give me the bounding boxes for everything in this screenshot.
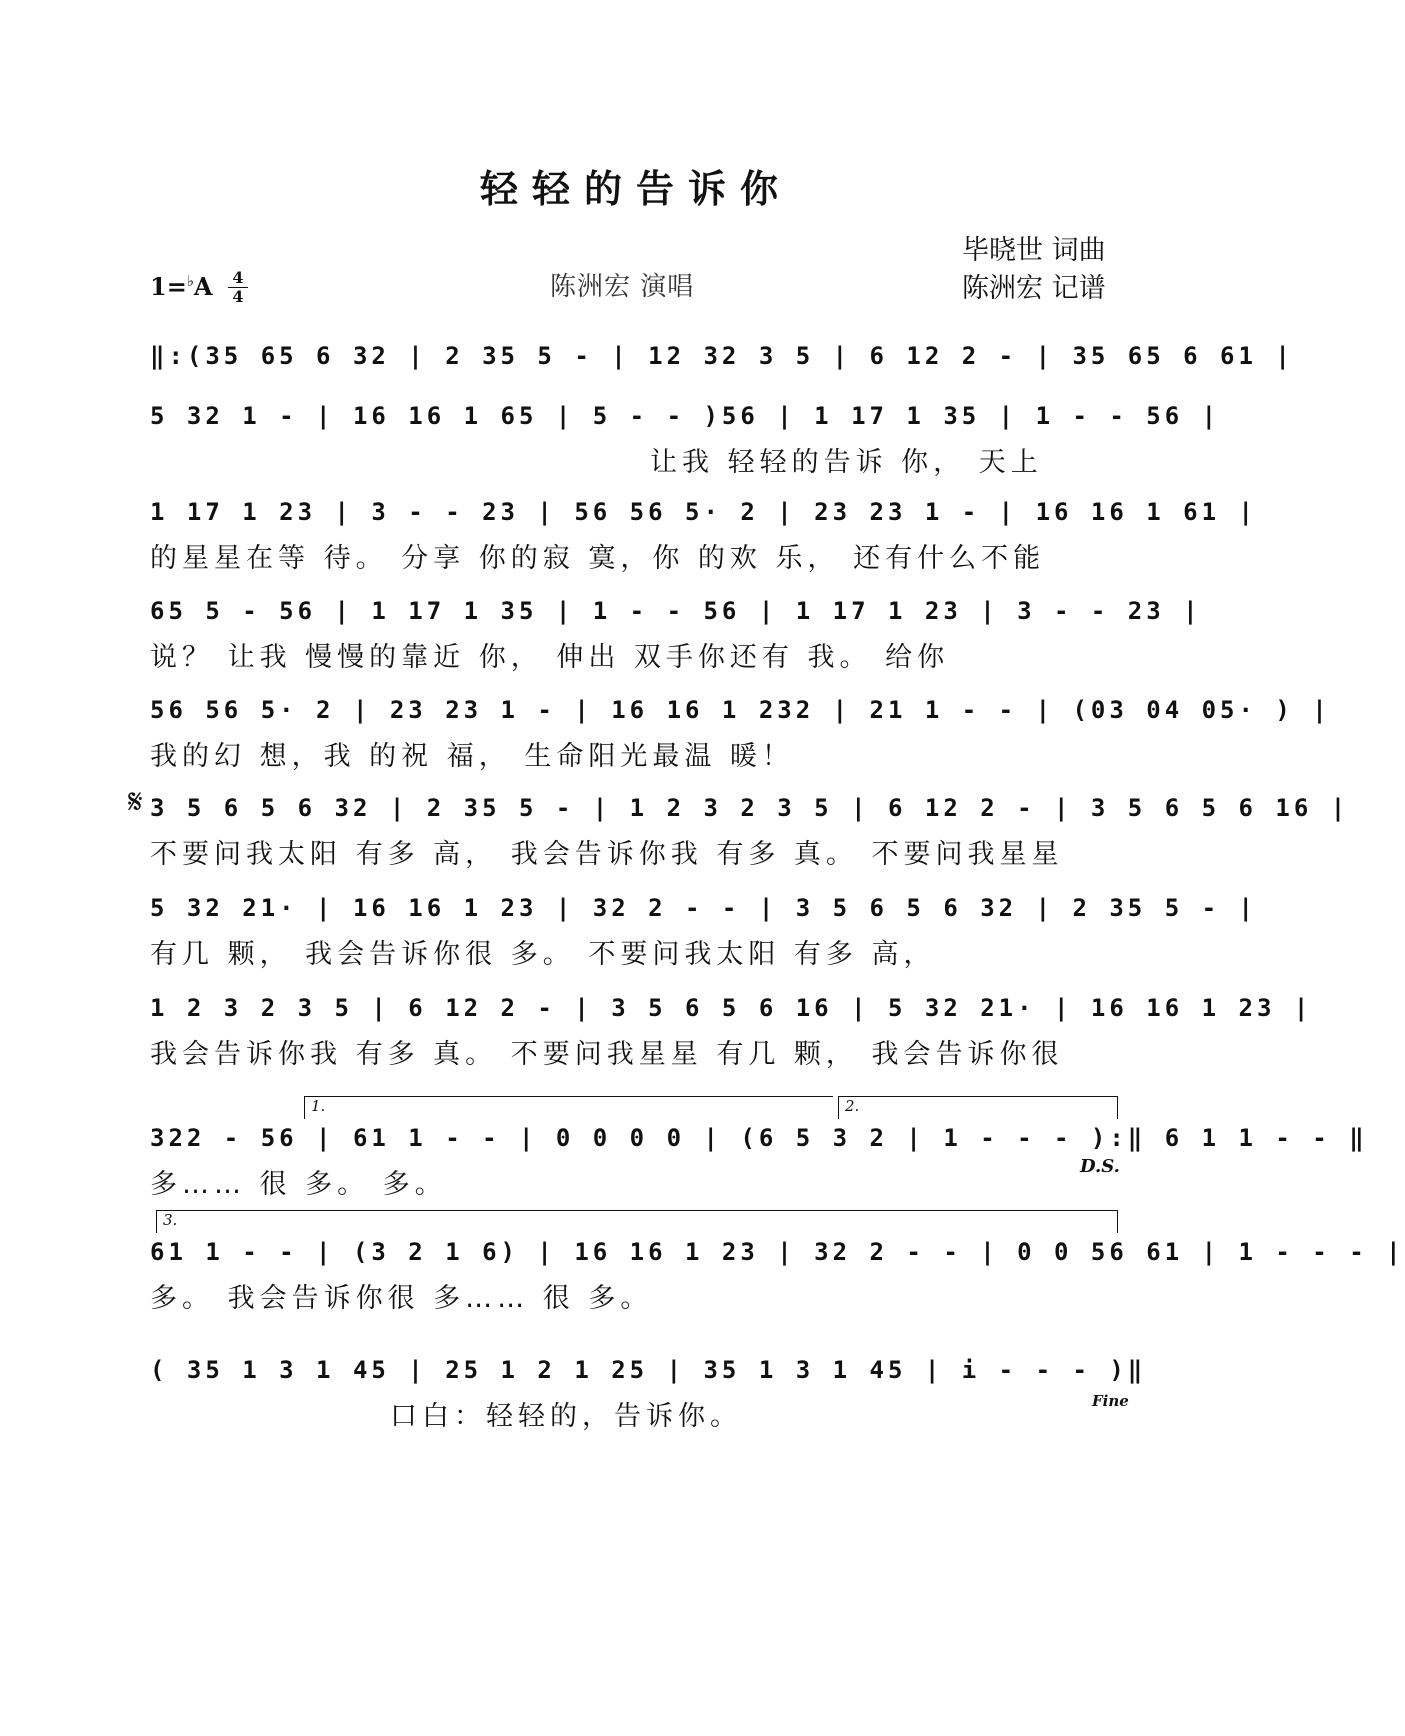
notation-row: 5 32 21· | 16 16 1 23 | 32 2 - - | 3 5 6 5 6 32 | 2 35 5 - | xyxy=(150,894,1257,922)
transcriber-credit: 陈洲宏 记谱 xyxy=(962,273,1106,304)
score-system xyxy=(150,794,1350,874)
lyrics-row: 让我 轻轻的告诉 你， 天上 xyxy=(650,447,1043,478)
score-system xyxy=(150,402,1221,482)
lyrics-row: 不要问我太阳 有多 高， 我会告诉你我 有多 真。 不要问我星星 xyxy=(150,839,1064,870)
notation-row: 65 5 - 56 | 1 17 1 35 | 1 - - 56 | 1 17 1 23 | 3 - - 23 | xyxy=(150,597,1202,625)
notation-row: 61 1 - - | (3 2 1 6) | 16 16 1 23 | 32 2 - - | 0 0 56 61 | 1 - - - | xyxy=(150,1238,1405,1266)
flat-symbol: ♭ xyxy=(186,272,194,290)
lyrics-row: 多…… 很 多。 多。 xyxy=(150,1169,447,1200)
notation-row: 3 5 6 5 6 32 | 2 35 5 - | 1 2 3 2 3 5 | 6 12 2 - | 3 5 6 5 6 16 | xyxy=(150,794,1350,822)
time-signature xyxy=(228,270,248,305)
score-system xyxy=(150,894,1257,974)
notation-row: 1 2 3 2 3 5 | 6 12 2 - | 3 5 6 5 6 16 | 5 32 21· | 16 16 1 23 | xyxy=(150,994,1313,1022)
notation-row: 5 32 1 - | 16 16 1 65 | 5 - - )56 | 1 17 1 35 | 1 - - 56 | xyxy=(150,402,1221,430)
score-system xyxy=(150,498,1257,578)
time-numerator: 4 xyxy=(232,268,244,287)
lyrics-row: 的星星在等 待。 分享 你的寂 寞，你 的欢 乐， 还有什么不能 xyxy=(150,543,1046,574)
notation-row: 322 - 56 | 61 1 - - | 0 0 0 0 | (6 5 3 2 | 1 - - - ):‖ 6 1 1 - - ‖ xyxy=(150,1124,1368,1152)
score-system xyxy=(150,597,1202,677)
score-system xyxy=(150,994,1313,1074)
performer-credit: 陈洲宏 演唱 xyxy=(550,272,695,302)
lyrics-row: 口白：轻轻的，告诉你。 xyxy=(390,1401,742,1432)
song-title: 轻轻的告诉你 xyxy=(479,167,792,211)
notation-row: 56 56 5· 2 | 23 23 1 - | 16 16 1 232 | 21 1 - - | (03 04 05· ) | xyxy=(150,696,1331,724)
key-letter: A xyxy=(193,272,213,301)
notation-row: ‖:(35 65 6 32 | 2 35 5 - | 12 32 3 5 | 6 12 2 - | 35 65 6 61 | xyxy=(150,342,1294,370)
lyrics-row: 说？ 让我 慢慢的靠近 你， 伸出 双手你还有 我。 给你 xyxy=(150,642,950,673)
lyrics-row: 有几 颗， 我会告诉你很 多。 不要问我太阳 有多 高， xyxy=(150,939,936,970)
key-signature xyxy=(150,272,213,301)
fine-mark: Fine xyxy=(1092,1392,1129,1410)
lyrics-row: 我会告诉你我 有多 真。 不要问我星星 有几 颗， 我会告诉你很 xyxy=(150,1039,1064,1070)
lyrics-row: 多。 我会告诉你很 多…… 很 多。 xyxy=(150,1283,653,1314)
dal-segno-mark: D.S. xyxy=(1080,1156,1120,1177)
score-system xyxy=(150,1124,1368,1204)
notation-row: ( 35 1 3 1 45 | 25 1 2 1 25 | 35 1 3 1 45 | i - - - )‖ xyxy=(150,1356,1147,1384)
second-ending-bracket xyxy=(838,1096,1118,1119)
volta-3-label: 3. xyxy=(163,1211,178,1229)
time-denominator: 4 xyxy=(232,287,244,306)
notation-row: 1 17 1 23 | 3 - - 23 | 56 56 5· 2 | 23 23 1 - | 16 16 1 61 | xyxy=(150,498,1257,526)
score-system xyxy=(150,1356,1147,1436)
lyrics-row: 我的幻 想，我 的祝 福， 生命阳光最温 暖！ xyxy=(150,741,794,772)
volta-1-label: 1. xyxy=(311,1097,326,1115)
score-system xyxy=(150,696,1331,776)
key-prefix: 1= xyxy=(150,272,187,301)
lyrics-composer-credit: 毕晓世 词曲 xyxy=(962,235,1106,266)
score-system xyxy=(150,1238,1405,1318)
volta-2-label: 2. xyxy=(845,1097,860,1115)
third-ending-bracket xyxy=(156,1210,1118,1233)
segno-sign: 𝄋 xyxy=(128,782,143,822)
first-ending-bracket xyxy=(304,1096,833,1119)
